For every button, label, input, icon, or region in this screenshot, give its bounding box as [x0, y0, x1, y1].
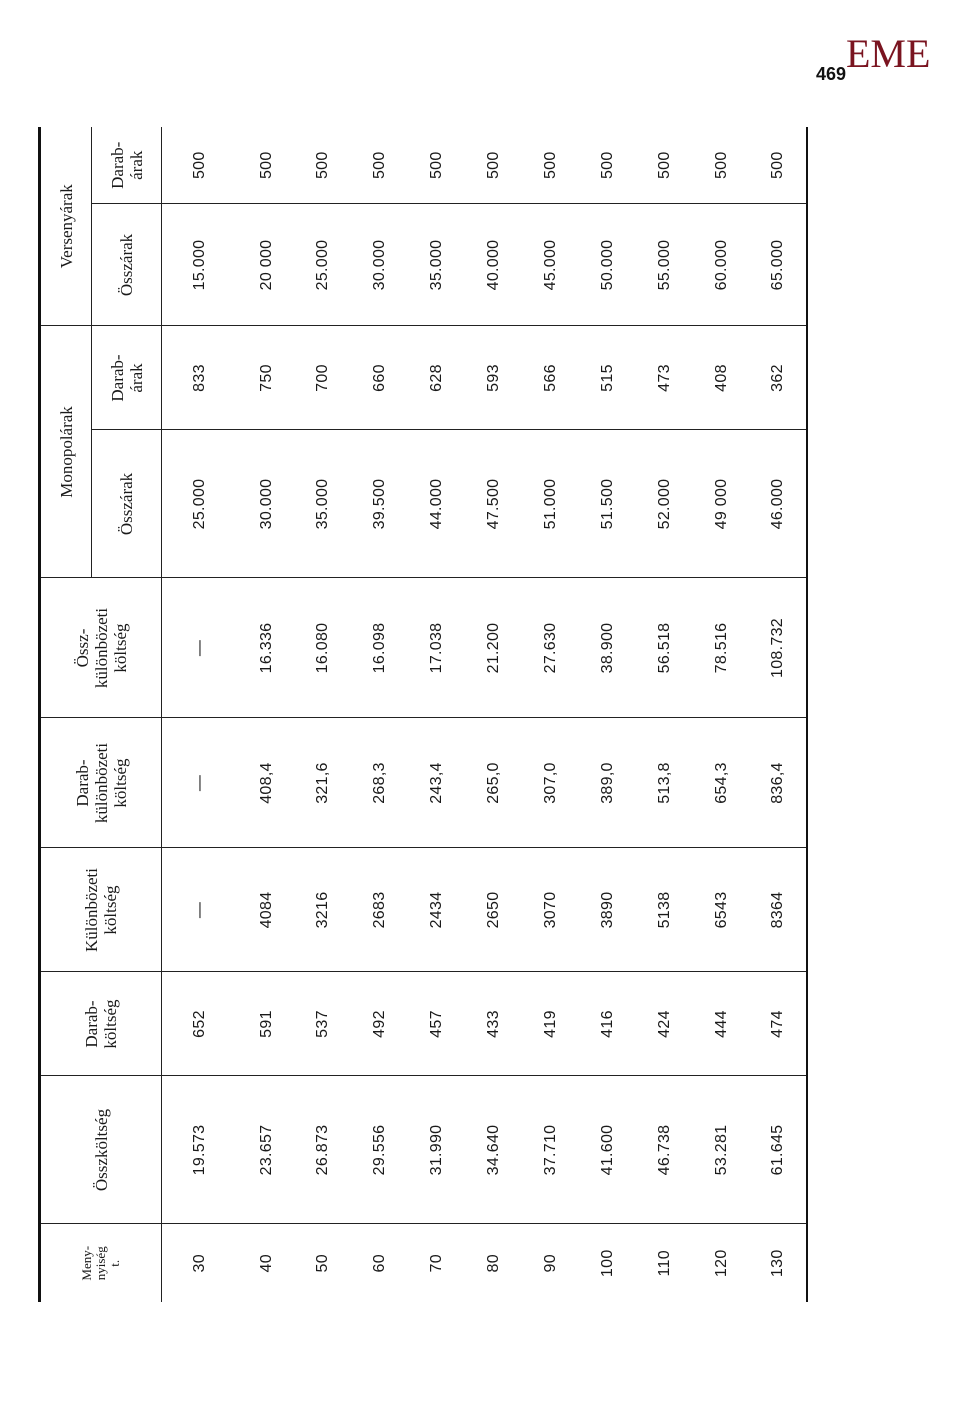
- cell-mono-darabarak: 833: [162, 326, 239, 430]
- cell-darab-kulonbozeti-koltseg: 243,4: [409, 718, 466, 848]
- cell-verseny-darabarak: 500: [466, 127, 523, 204]
- cell-darabkoltseg: 419: [523, 972, 580, 1076]
- cell-mono-osszarak: 51.500: [579, 430, 636, 578]
- header-darab-kulonbozeti-koltseg: Darab- különbözeti költség: [40, 718, 162, 848]
- cell-ossz-kulonbozeti-koltseg: —: [162, 578, 239, 718]
- cell-kulonbozeti-koltseg: 5138: [636, 848, 693, 972]
- table-row: [295, 127, 352, 1302]
- cell-darab-kulonbozeti-koltseg: 307,0: [523, 718, 580, 848]
- cell-darab-kulonbozeti-koltseg: 513,8: [636, 718, 693, 848]
- header-osszkoltseg: Összköltség: [40, 1076, 162, 1224]
- cell-kulonbozeti-koltseg: —: [162, 848, 239, 972]
- cell-mennyiseg: 80: [485, 1254, 503, 1273]
- table-row: [352, 127, 409, 1302]
- cell-osszkoltseg: 37.710: [523, 1076, 580, 1224]
- cell-darabkoltseg: 416: [579, 972, 636, 1076]
- eme-logo: EME: [846, 31, 931, 76]
- cell-mennyiseg: 130: [769, 1249, 787, 1278]
- cell-darab-kulonbozeti-koltseg: 654,3: [693, 718, 750, 848]
- cell-mono-darabarak: 566: [523, 326, 580, 430]
- header-mennyiseg: Meny- nyiség t.: [79, 1245, 122, 1281]
- cell-darabkoltseg: 474: [750, 972, 807, 1076]
- cell-verseny-osszarak: 15.000: [162, 204, 239, 326]
- cell-darab-kulonbozeti-koltseg: 268,3: [352, 718, 409, 848]
- cell-osszkoltseg: 34.640: [466, 1076, 523, 1224]
- table-row: [693, 127, 750, 1302]
- cell-verseny-osszarak: 30.000: [352, 204, 409, 326]
- cell-darab-kulonbozeti-koltseg: 408,4: [238, 718, 295, 848]
- cost-price-table: [38, 127, 808, 1302]
- cell-verseny-darabarak: 500: [693, 127, 750, 204]
- header-verseny-osszarak: Összárak: [92, 204, 162, 326]
- table-row: [579, 127, 636, 1302]
- cell-verseny-darabarak: 500: [409, 127, 466, 204]
- cell-mennyiseg: 120: [712, 1249, 730, 1278]
- cell-verseny-darabarak: 500: [750, 127, 807, 204]
- table-row: [636, 127, 693, 1302]
- table-row: [162, 127, 239, 1302]
- cell-mono-darabarak: 628: [409, 326, 466, 430]
- cell-darab-kulonbozeti-koltseg: —: [162, 718, 239, 848]
- cell-verseny-darabarak: 500: [579, 127, 636, 204]
- table-row: [238, 127, 295, 1302]
- cell-mennyiseg: 60: [371, 1254, 389, 1273]
- header-kulonbozeti-koltseg: Különbözeti költség: [40, 848, 162, 972]
- cell-ossz-kulonbozeti-koltseg: 56.518: [636, 578, 693, 718]
- cell-darabkoltseg: 444: [693, 972, 750, 1076]
- cell-mono-osszarak: 44.000: [409, 430, 466, 578]
- cell-osszkoltseg: 61.645: [750, 1076, 807, 1224]
- cell-mennyiseg: 100: [598, 1249, 616, 1278]
- cell-mennyiseg: 50: [314, 1254, 332, 1273]
- cell-kulonbozeti-koltseg: 8364: [750, 848, 807, 972]
- cell-kulonbozeti-koltseg: 4084: [238, 848, 295, 972]
- cell-darab-kulonbozeti-koltseg: 321,6: [295, 718, 352, 848]
- cell-mono-darabarak: 700: [295, 326, 352, 430]
- cell-ossz-kulonbozeti-koltseg: 17.038: [409, 578, 466, 718]
- cell-kulonbozeti-koltseg: 3070: [523, 848, 580, 972]
- cell-mono-darabarak: 593: [466, 326, 523, 430]
- cell-verseny-osszarak: 55.000: [636, 204, 693, 326]
- header-darabkoltseg: Darab- költség: [40, 972, 162, 1076]
- cell-verseny-darabarak: 500: [295, 127, 352, 204]
- cell-verseny-darabarak: 500: [352, 127, 409, 204]
- cell-verseny-darabarak: 500: [162, 127, 239, 204]
- cell-osszkoltseg: 41.600: [579, 1076, 636, 1224]
- cell-verseny-osszarak: 20 000: [238, 204, 295, 326]
- cell-verseny-darabarak: 500: [636, 127, 693, 204]
- cell-mono-osszarak: 39.500: [352, 430, 409, 578]
- cell-mono-darabarak: 408: [693, 326, 750, 430]
- cell-mennyiseg: 70: [428, 1254, 446, 1273]
- cell-ossz-kulonbozeti-koltseg: 27.630: [523, 578, 580, 718]
- cell-darabkoltseg: 652: [162, 972, 239, 1076]
- cell-darabkoltseg: 433: [466, 972, 523, 1076]
- cell-darabkoltseg: 457: [409, 972, 466, 1076]
- header-verseny-darabarak: Darab- árak: [92, 127, 162, 204]
- cell-mono-osszarak: 52.000: [636, 430, 693, 578]
- table-row: [466, 127, 523, 1302]
- cell-darabkoltseg: 591: [238, 972, 295, 1076]
- cell-kulonbozeti-koltseg: 3890: [579, 848, 636, 972]
- cell-darab-kulonbozeti-koltseg: 836,4: [750, 718, 807, 848]
- cell-mono-osszarak: 30.000: [238, 430, 295, 578]
- cell-verseny-osszarak: 65.000: [750, 204, 807, 326]
- table-row: [523, 127, 580, 1302]
- cell-verseny-darabarak: 500: [238, 127, 295, 204]
- header-ossz-kulonbozeti-koltseg: Össz- különbözeti költség: [40, 578, 162, 718]
- cell-mono-darabarak: 515: [579, 326, 636, 430]
- cell-kulonbozeti-koltseg: 2650: [466, 848, 523, 972]
- cell-ossz-kulonbozeti-koltseg: 78.516: [693, 578, 750, 718]
- cell-mennyiseg: 90: [541, 1254, 559, 1273]
- cell-verseny-darabarak: 500: [523, 127, 580, 204]
- cell-mono-darabarak: 473: [636, 326, 693, 430]
- cell-mennyiseg: 30: [191, 1254, 209, 1273]
- cell-mono-darabarak: 362: [750, 326, 807, 430]
- cell-osszkoltseg: 46.738: [636, 1076, 693, 1224]
- cell-mono-darabarak: 750: [238, 326, 295, 430]
- cell-mono-osszarak: 51.000: [523, 430, 580, 578]
- cell-darab-kulonbozeti-koltseg: 265,0: [466, 718, 523, 848]
- cell-mono-osszarak: 49 000: [693, 430, 750, 578]
- cell-kulonbozeti-koltseg: 6543: [693, 848, 750, 972]
- cell-verseny-osszarak: 45.000: [523, 204, 580, 326]
- cell-verseny-osszarak: 50.000: [579, 204, 636, 326]
- cell-mennyiseg: 40: [257, 1254, 275, 1273]
- cell-mono-darabarak: 660: [352, 326, 409, 430]
- cell-osszkoltseg: 19.573: [162, 1076, 239, 1224]
- cell-osszkoltseg: 29.556: [352, 1076, 409, 1224]
- cell-kulonbozeti-koltseg: 2434: [409, 848, 466, 972]
- cell-verseny-osszarak: 60.000: [693, 204, 750, 326]
- cell-mono-osszarak: 35.000: [295, 430, 352, 578]
- cell-osszkoltseg: 53.281: [693, 1076, 750, 1224]
- cell-verseny-osszarak: 25.000: [295, 204, 352, 326]
- cell-osszkoltseg: 23.657: [238, 1076, 295, 1224]
- cell-darab-kulonbozeti-koltseg: 389,0: [579, 718, 636, 848]
- cell-ossz-kulonbozeti-koltseg: 16.080: [295, 578, 352, 718]
- header-mono-darabarak: Darab- árak: [92, 326, 162, 430]
- cell-ossz-kulonbozeti-koltseg: 16.336: [238, 578, 295, 718]
- table-row: [409, 127, 466, 1302]
- header-monopolarak: Monopolárak: [40, 326, 92, 578]
- cell-mono-osszarak: 46.000: [750, 430, 807, 578]
- cell-kulonbozeti-koltseg: 2683: [352, 848, 409, 972]
- cell-darabkoltseg: 492: [352, 972, 409, 1076]
- cell-ossz-kulonbozeti-koltseg: 38.900: [579, 578, 636, 718]
- cell-kulonbozeti-koltseg: 3216: [295, 848, 352, 972]
- cell-osszkoltseg: 31.990: [409, 1076, 466, 1224]
- table-row: [750, 127, 807, 1302]
- cell-verseny-osszarak: 40.000: [466, 204, 523, 326]
- cell-ossz-kulonbozeti-koltseg: 16.098: [352, 578, 409, 718]
- cell-ossz-kulonbozeti-koltseg: 21.200: [466, 578, 523, 718]
- cell-verseny-osszarak: 35.000: [409, 204, 466, 326]
- cell-mennyiseg: 110: [655, 1250, 673, 1277]
- rotated-table-container: [38, 127, 808, 1302]
- cell-ossz-kulonbozeti-koltseg: 108.732: [750, 578, 807, 718]
- cell-darabkoltseg: 424: [636, 972, 693, 1076]
- page-number: 469: [816, 64, 847, 84]
- cell-mono-osszarak: 47.500: [466, 430, 523, 578]
- cell-osszkoltseg: 26.873: [295, 1076, 352, 1224]
- cell-darabkoltseg: 537: [295, 972, 352, 1076]
- cell-mono-osszarak: 25.000: [162, 430, 239, 578]
- header-versenyarak: Versenyárak: [40, 127, 92, 326]
- header-mono-osszarak: Összárak: [92, 430, 162, 578]
